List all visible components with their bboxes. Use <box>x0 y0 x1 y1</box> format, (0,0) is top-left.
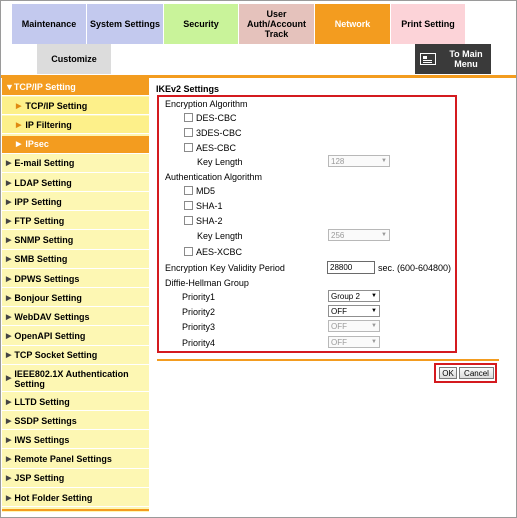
triangle-right-icon: ▶ <box>16 121 22 129</box>
aes-cbc-label: AES-CBC <box>196 143 237 153</box>
select-value: 256 <box>331 230 345 240</box>
tab-label: System Settings <box>89 19 161 29</box>
sidebar-item-smb-setting[interactable] <box>2 251 149 269</box>
priority4-label: Priority4 <box>182 338 216 348</box>
tab-label: Customize <box>51 54 97 64</box>
sidebar-item-label: IWS Settings <box>14 434 70 445</box>
sha2-key-length-label: Key Length <box>197 231 243 241</box>
encryption-algorithm-label: Encryption Algorithm <box>165 99 248 109</box>
priority1-select[interactable] <box>328 290 380 302</box>
tab-label: User Auth/Account Track <box>247 9 306 39</box>
tab-label: Security <box>183 19 219 29</box>
dh-group-label: Diffie-Hellman Group <box>165 278 249 288</box>
sidebar-item-label: TCP/IP Setting <box>25 100 88 111</box>
tab-customize[interactable] <box>37 44 111 74</box>
action-buttons-highlight <box>434 363 497 383</box>
page-title: IKEv2 Settings <box>156 84 220 94</box>
sidebar-item-label: LDAP Setting <box>14 177 72 188</box>
sidebar-item-webdav-settings[interactable] <box>2 308 149 326</box>
sidebar-item-label: E-mail Setting <box>14 158 75 169</box>
sidebar-item-snmp-setting[interactable] <box>2 232 149 250</box>
tab-system-settings[interactable] <box>87 4 164 44</box>
main-menu-icon <box>420 53 436 65</box>
triangle-right-icon: ▶ <box>6 294 12 302</box>
sidebar <box>2 78 149 512</box>
sidebar-item-label: SMB Setting <box>14 254 68 265</box>
tab-user-auth-account-track[interactable] <box>239 4 315 44</box>
triangle-right-icon: ▶ <box>6 436 12 444</box>
chevron-down-icon: ▼ <box>371 339 377 345</box>
sidebar-item-label: TCP/IP Setting <box>13 81 76 92</box>
sidebar-item-dpws-settings[interactable] <box>2 270 149 288</box>
tab-network[interactable] <box>315 4 391 44</box>
triangle-right-icon: ▶ <box>6 198 12 206</box>
sidebar-item-lltd-setting[interactable] <box>2 393 149 411</box>
sidebar-item-ip-filtering[interactable] <box>2 116 149 134</box>
triangle-right-icon: ▶ <box>6 275 12 283</box>
sha1-checkbox[interactable] <box>184 201 193 210</box>
sidebar-item-ldap-setting[interactable] <box>2 174 149 192</box>
aes-key-length-select[interactable] <box>328 155 390 167</box>
sidebar-item-label: DPWS Settings <box>14 273 80 284</box>
md5-label: MD5 <box>196 186 216 196</box>
sidebar-item-label: IPP Setting <box>14 196 62 207</box>
chevron-down-icon: ▼ <box>371 293 377 299</box>
sidebar-item-ieee802-1x-authentication-setting[interactable] <box>2 366 149 392</box>
form-bottom-divider <box>157 359 499 361</box>
aes-cbc-checkbox[interactable] <box>184 143 193 152</box>
sidebar-item-label: TCP Socket Setting <box>14 350 98 361</box>
select-value: 128 <box>331 156 345 166</box>
triangle-right-icon: ▶ <box>6 352 12 360</box>
cancel-button[interactable]: Cancel <box>459 367 494 379</box>
sidebar-item-label: FTP Setting <box>14 215 65 226</box>
3des-cbc-label: 3DES-CBC <box>196 128 242 138</box>
3des-cbc-checkbox[interactable] <box>184 128 193 137</box>
sidebar-item-label: IPsec <box>25 139 49 150</box>
to-main-menu-button[interactable] <box>415 44 491 74</box>
priority2-label: Priority2 <box>182 307 216 317</box>
triangle-right-icon: ▶ <box>6 374 12 382</box>
validity-period-input[interactable]: 28800 <box>327 261 375 274</box>
sidebar-item-tcp-ip-setting[interactable] <box>2 78 149 96</box>
priority3-label: Priority3 <box>182 322 216 332</box>
sidebar-item-label: Remote Panel Settings <box>14 454 112 465</box>
sidebar-item-label: SNMP Setting <box>14 235 74 246</box>
tab-label: Maintenance <box>21 19 77 29</box>
triangle-right-icon: ▶ <box>16 141 22 149</box>
triangle-right-icon: ▶ <box>6 494 12 502</box>
triangle-right-icon: ▶ <box>6 179 12 187</box>
priority4-select[interactable] <box>328 336 380 348</box>
sha2-checkbox[interactable] <box>184 216 193 225</box>
sidebar-item-label: JSP Setting <box>14 473 65 484</box>
sidebar-item-tcp-socket-setting[interactable] <box>2 347 149 365</box>
sha1-label: SHA-1 <box>196 201 223 211</box>
triangle-right-icon: ▶ <box>6 333 12 341</box>
select-value: OFF <box>331 321 347 331</box>
sidebar-item-openapi-setting[interactable] <box>2 328 149 346</box>
sha2-label: SHA-2 <box>196 216 223 226</box>
chevron-down-icon: ▼ <box>371 323 377 329</box>
tab-print-setting[interactable] <box>391 4 466 44</box>
select-value: Group 2 <box>331 291 360 301</box>
des-cbc-checkbox[interactable] <box>184 113 193 122</box>
sha2-key-length-select[interactable] <box>328 229 390 241</box>
authentication-algorithm-label: Authentication Algorithm <box>165 172 263 182</box>
validity-period-range: sec. (600-604800) <box>378 263 452 273</box>
triangle-right-icon: ▶ <box>6 398 12 406</box>
triangle-right-icon: ▶ <box>6 217 12 225</box>
triangle-right-icon: ▶ <box>6 475 12 483</box>
sidebar-item-label: OpenAPI Setting <box>14 331 86 342</box>
ok-button[interactable]: OK <box>439 367 457 379</box>
aes-xcbc-label: AES-XCBC <box>196 247 243 257</box>
sidebar-item-ipp-setting[interactable] <box>2 193 149 211</box>
sidebar-item-label: LLTD Setting <box>14 396 70 407</box>
sidebar-item-label: IP Filtering <box>25 119 72 130</box>
aes-key-length-label: Key Length <box>197 157 243 167</box>
sidebar-item-ftp-setting[interactable] <box>2 212 149 230</box>
triangle-right-icon: ▶ <box>6 313 12 321</box>
sidebar-item-label: IEEE802.1X Authentication Setting <box>14 368 129 389</box>
validity-period-label: Encryption Key Validity Period <box>165 263 285 273</box>
tab-label: Print Setting <box>401 19 455 29</box>
des-cbc-label: DES-CBC <box>196 113 237 123</box>
triangle-right-icon: ▶ <box>6 160 12 168</box>
sidebar-item-jsp-setting[interactable] <box>2 470 149 488</box>
sidebar-item-ssdp-settings[interactable] <box>2 412 149 430</box>
md5-checkbox[interactable] <box>184 186 193 195</box>
sidebar-item-tcp-ip-setting[interactable] <box>2 97 149 115</box>
priority1-label: Priority1 <box>182 292 216 302</box>
sidebar-item-remote-panel-settings[interactable] <box>2 451 149 469</box>
sidebar-bottom-rule <box>2 509 149 511</box>
chevron-down-icon: ▼ <box>381 158 387 164</box>
triangle-down-icon: ▼ <box>5 81 14 92</box>
triangle-right-icon: ▶ <box>6 256 12 264</box>
tab-label: Network <box>334 19 371 29</box>
select-value: OFF <box>331 337 347 347</box>
sidebar-item-ipsec[interactable] <box>2 136 149 154</box>
sidebar-item-label: SSDP Settings <box>14 415 77 426</box>
sidebar-item-iws-settings[interactable] <box>2 431 149 449</box>
triangle-right-icon: ▶ <box>6 417 12 425</box>
triangle-right-icon: ▶ <box>6 237 12 245</box>
priority3-select[interactable] <box>328 320 380 332</box>
sidebar-item-label: Hot Folder Setting <box>14 492 93 503</box>
chevron-down-icon: ▼ <box>381 232 387 238</box>
chevron-down-icon: ▼ <box>371 308 377 314</box>
triangle-right-icon: ▶ <box>6 456 12 464</box>
tab-maintenance[interactable] <box>12 4 87 44</box>
aes-xcbc-checkbox[interactable] <box>184 247 193 256</box>
sidebar-item-label: WebDAV Settings <box>14 311 90 322</box>
sidebar-item-bonjour-setting[interactable] <box>2 289 149 307</box>
sidebar-item-label: Bonjour Setting <box>14 292 82 303</box>
tab-security[interactable] <box>164 4 239 44</box>
priority2-select[interactable] <box>328 305 380 317</box>
triangle-right-icon: ▶ <box>16 102 22 110</box>
sidebar-item-e-mail-setting[interactable] <box>2 155 149 173</box>
select-value: OFF <box>331 306 347 316</box>
to-main-menu-label: To Main Menu <box>449 49 483 69</box>
sidebar-item-hot-folder-setting[interactable] <box>2 489 149 507</box>
